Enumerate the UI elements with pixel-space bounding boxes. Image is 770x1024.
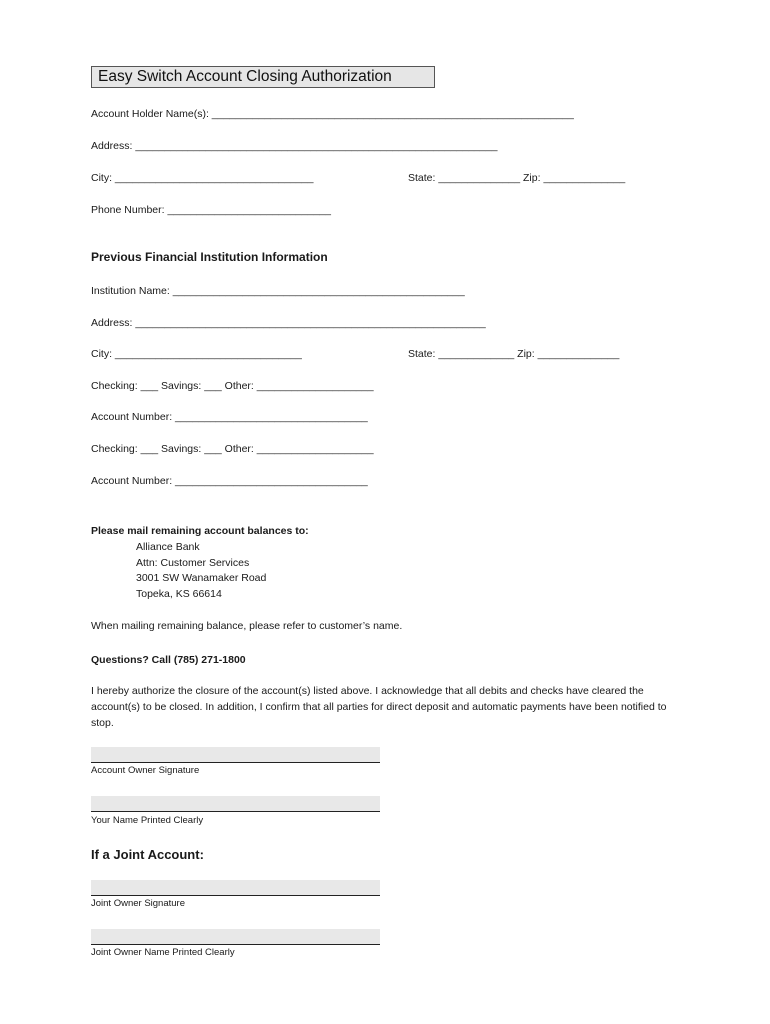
institution-name-field[interactable]: Institution Name: __________________________________________________ — [91, 285, 465, 297]
holder-phone-field[interactable]: Phone Number: ____________________________ — [91, 204, 331, 216]
owner-signature-label: Account Owner Signature — [91, 765, 200, 776]
mail-bank: Alliance Bank — [136, 541, 200, 553]
mail-attn: Attn: Customer Services — [136, 557, 250, 569]
holder-city-field[interactable]: City: __________________________________ — [91, 172, 314, 184]
institution-address-field[interactable]: Address: ____________________________________________________________ — [91, 317, 486, 329]
form-title: Easy Switch Account Closing Authorization — [91, 66, 435, 88]
questions-phone: Questions? Call (785) 271-1800 — [91, 654, 246, 666]
previous-institution-heading: Previous Financial Institution Information — [91, 250, 328, 264]
joint-signature-line[interactable] — [91, 880, 380, 896]
account-type-field-1[interactable]: Checking: ___ Savings: ___ Other: ____________________ — [91, 380, 374, 392]
owner-printed-name-line[interactable] — [91, 796, 380, 812]
mail-city: Topeka, KS 66614 — [136, 588, 222, 600]
mail-street: 3001 SW Wanamaker Road — [136, 572, 267, 584]
joint-printed-name-line[interactable] — [91, 929, 380, 945]
owner-printed-name-label: Your Name Printed Clearly — [91, 815, 204, 826]
institution-city-field[interactable]: City: ________________________________ — [91, 348, 302, 360]
account-type-field-2[interactable]: Checking: ___ Savings: ___ Other: ____________________ — [91, 443, 374, 455]
joint-account-heading: If a Joint Account: — [91, 847, 204, 862]
joint-signature-label: Joint Owner Signature — [91, 898, 185, 909]
owner-signature-line[interactable] — [91, 747, 380, 763]
joint-printed-name-label: Joint Owner Name Printed Clearly — [91, 947, 235, 958]
mail-heading: Please mail remaining account balances to: — [91, 525, 309, 537]
account-number-field-2[interactable]: Account Number: _________________________________ — [91, 475, 368, 487]
account-holder-name-field[interactable]: Account Holder Name(s): ______________________________________________________________ — [91, 108, 574, 120]
institution-state-zip-field[interactable]: State: _____________ Zip: ______________ — [408, 348, 620, 360]
mail-note: When mailing remaining balance, please refer to customer’s name. — [91, 620, 403, 632]
account-number-field-1[interactable]: Account Number: _________________________________ — [91, 411, 368, 423]
holder-state-zip-field[interactable]: State: ______________ Zip: ______________ — [408, 172, 626, 184]
authorization-paragraph: I hereby authorize the closure of the account(s) listed above. I acknowledge that all debits and checks have cleared the account(s) to be closed. In addition, I confirm that all parties for direct deposit and automatic payments have been notified to stop. — [91, 685, 667, 729]
holder-address-field[interactable]: Address: ______________________________________________________________ — [91, 140, 498, 152]
